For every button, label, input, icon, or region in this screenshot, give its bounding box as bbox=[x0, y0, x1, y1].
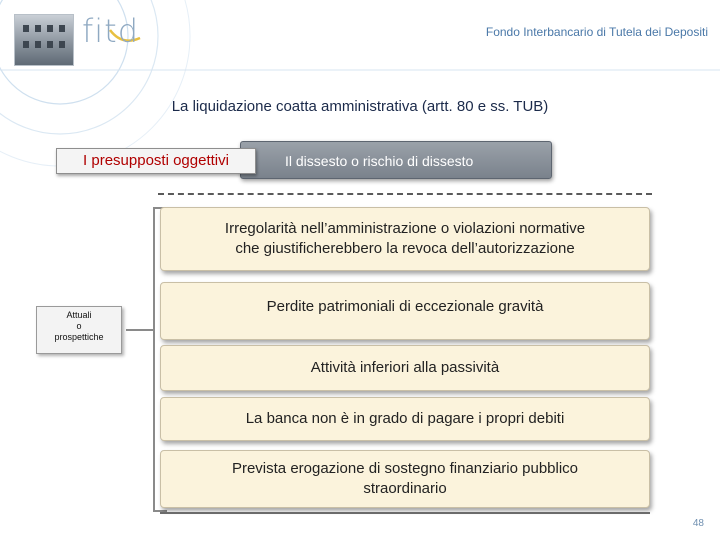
prospettiche-line: prospettiche bbox=[54, 332, 104, 342]
condition-text-line2: che giustificherebbero la revoca dell’autorizzazione bbox=[235, 240, 575, 257]
logo-building-image bbox=[14, 14, 74, 66]
attuali-line: Attuali bbox=[66, 310, 92, 320]
bracket-connector bbox=[126, 329, 154, 331]
bottom-rule bbox=[160, 512, 650, 514]
page-number: 48 bbox=[692, 518, 704, 529]
condition-text-line1: Prevista erogazione di sostegno finanziario pubblico bbox=[231, 460, 579, 477]
condition-box-attivita bbox=[160, 345, 650, 391]
dashed-separator bbox=[158, 193, 652, 195]
condition-text-line2: straordinario bbox=[363, 480, 447, 497]
condition-text: La banca non è in grado di pagare i propri debiti bbox=[245, 410, 565, 427]
attuali-or-line: o bbox=[76, 321, 82, 331]
logo-text: fitd bbox=[82, 12, 140, 50]
condition-box-perdite bbox=[160, 282, 650, 340]
condition-text: Perdite patrimoniali di eccezionale gravità bbox=[266, 298, 544, 315]
presupposti-label: I presupposti oggettivi bbox=[56, 148, 256, 174]
condition-box-sostegno bbox=[160, 450, 650, 508]
dissesto-box: Il dissesto o rischio di dissesto bbox=[240, 141, 552, 179]
condition-box-pagare bbox=[160, 397, 650, 441]
condition-box-irregolarita bbox=[160, 207, 650, 271]
condition-text: Attività inferiori alla passività bbox=[310, 359, 500, 376]
slide-title: La liquidazione coatta amministrativa (artt. 80 e ss. TUB) bbox=[171, 98, 549, 115]
organization-name: Fondo Interbancario di Tutela dei Depositi bbox=[485, 25, 708, 39]
attuali-prospettiche-box bbox=[36, 306, 122, 354]
condition-text-line1: Irregolarità nell’amministrazione o violazioni normative bbox=[224, 220, 586, 237]
